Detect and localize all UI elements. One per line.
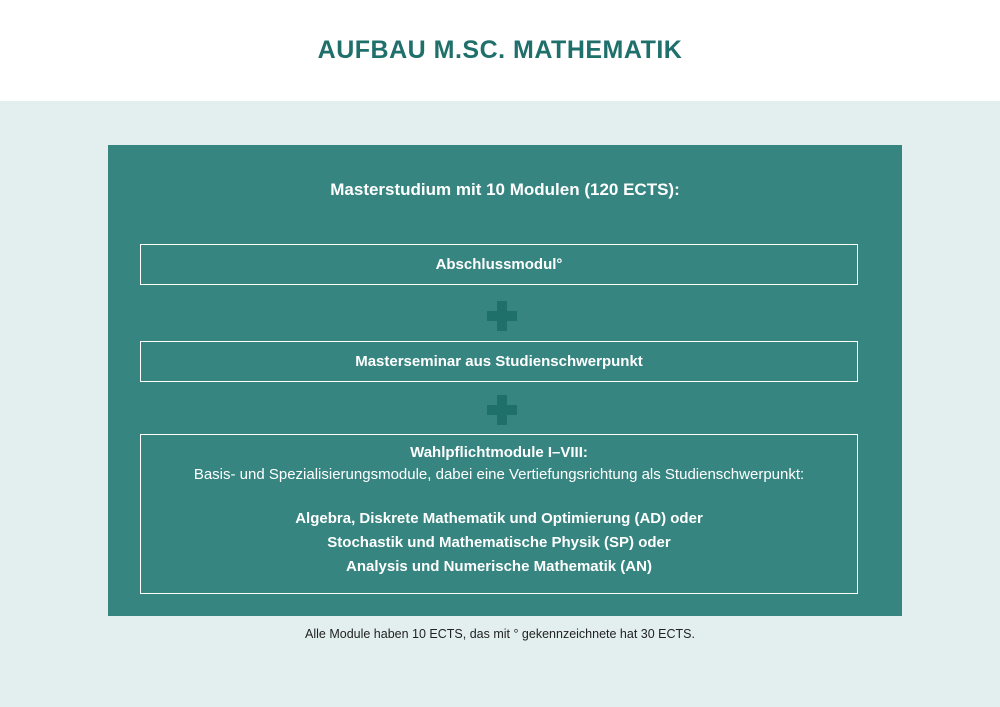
panel-heading: Masterstudium mit 10 Modulen (120 ECTS):	[330, 180, 680, 199]
module-box-masterseminar	[140, 341, 858, 382]
module-box-subtitle: Basis- und Spezialisierungsmodule, dabei eine Vertiefungsrichtung als Studienschwerpunkt:	[193, 466, 805, 483]
module-box-abschlussmodul	[140, 244, 858, 285]
plus-icon	[487, 395, 517, 425]
specialization-option: Analysis und Numerische Mathematik (AN)	[346, 558, 652, 575]
footnote: Alle Module haben 10 ECTS, das mit ° gekennzeichnete hat 30 ECTS.	[305, 627, 695, 641]
structure-panel	[108, 145, 902, 616]
module-box-label: Abschlussmodul°	[435, 256, 563, 273]
specialization-option: Stochastik und Mathematische Physik (SP) oder	[327, 534, 671, 551]
page-title: AUFBAU M.SC. MATHEMATIK	[317, 36, 683, 64]
module-box-title: Wahlpflichtmodule I–VIII:	[410, 444, 588, 461]
module-box-label: Masterseminar aus Studienschwerpunkt	[355, 353, 643, 370]
specialization-option: Algebra, Diskrete Mathematik und Optimierung (AD) oder	[295, 510, 703, 527]
module-box-wahlpflichtmodule	[140, 434, 858, 594]
plus-icon	[487, 301, 517, 331]
